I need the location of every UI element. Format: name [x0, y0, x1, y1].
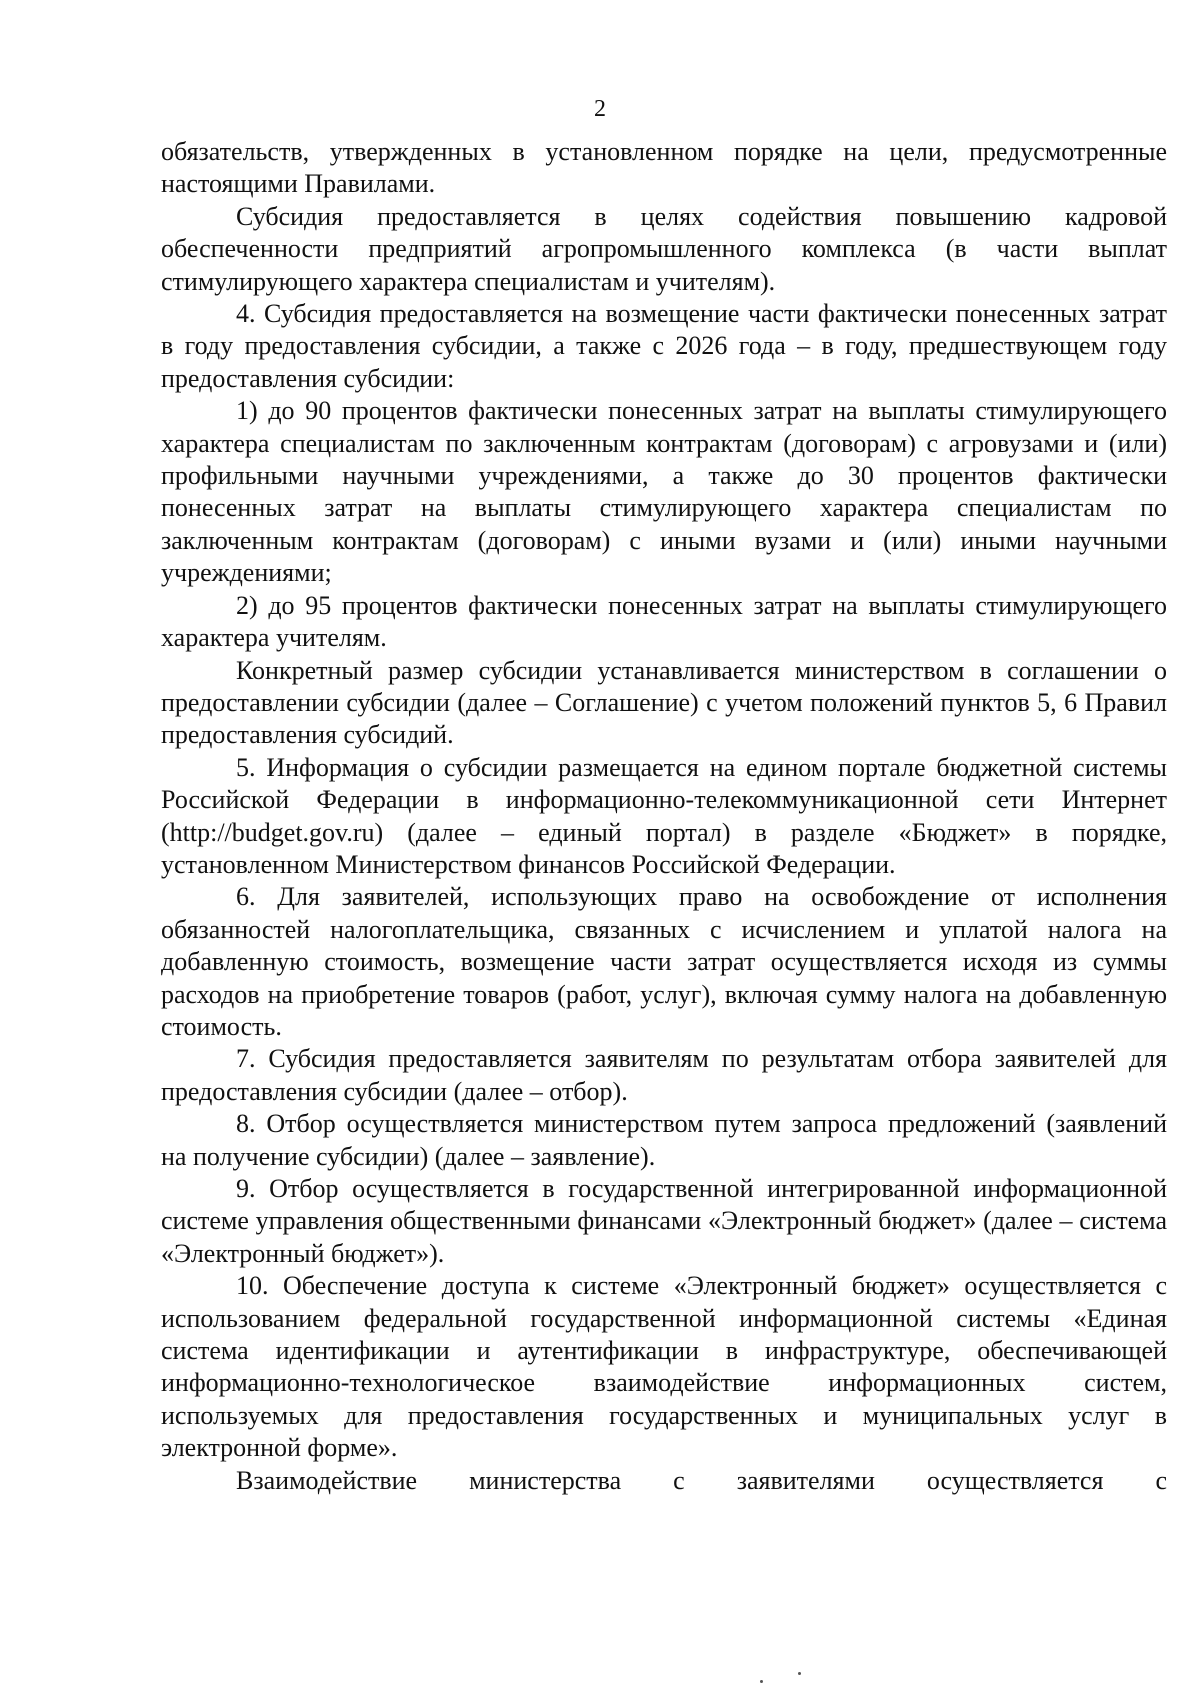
paragraph-interaction: Взаимодействие министерства с заявителями осуществляется с: [236, 1465, 1167, 1495]
scan-artifact-dots: [760, 1672, 820, 1684]
page-number: 2: [594, 96, 606, 122]
paragraph-item-6: 6. Для заявителей, использующих право на освобождение от исполнения обязанностей налогоплательщика, связанных с исчислением и уплатой налога на добавленную стоимость, возмещение части затрат осуществляется исходя из суммы расходов на приобретение товаров (работ, услуг), включая сумму налога на добавленную стоимость.: [161, 882, 1167, 1041]
paragraph-subitem-1: 1) до 90 процентов фактически понесенных затрат на выплаты стимулирующего характера специалистам по заключенным контрактам (договорам) с агровузами и (или) профильными научными учреждениями, а также до 30 процентов фактически понесенных затрат на выплаты стимулирующего характера специалистам по заключенным контрактам (договорам) с иными вузами и (или) иными научными учреждениями;: [161, 396, 1167, 588]
paragraph-item-5: 5. Информация о субсидии размещается на едином портале бюджетной системы Российской Федерации в информационно-телекоммуникационной сети Интернет (http://budget.gov.ru) (далее – единый портал) в разделе «Бюджет» в порядке, установленном Министерством финансов Российской Федерации.: [161, 752, 1167, 879]
document-body: [161, 136, 1167, 1497]
paragraph-item-10: 10. Обеспечение доступа к системе «Электронный бюджет» осуществляется с использованием федеральной государственной информационной системы «Единая система идентификации и аутентификации в инфраструктуре, обеспечивающей информационно-технологическое взаимодействие информационных систем, используемых для предоставления государственных и муниципальных услуг в электронной форме».: [161, 1271, 1167, 1463]
paragraph-subsidy-amount: Конкретный размер субсидии устанавливается министерством в соглашении о предоставлении субсидии (далее – Соглашение) с учетом положений пунктов 5, 6 Правил предоставления субсидий.: [161, 655, 1167, 750]
paragraph-item-7: 7. Субсидия предоставляется заявителям по результатам отбора заявителей для предоставления субсидии (далее – отбор).: [161, 1044, 1167, 1106]
paragraph-subsidy-purpose: Субсидия предоставляется в целях содействия повышению кадровой обеспеченности предприятий агропромышленного комплекса (в части выплат стимулирующего характера специалистам и учителям).: [161, 201, 1167, 296]
paragraph-item-4: 4. Субсидия предоставляется на возмещение части фактически понесенных затрат в году предоставления субсидии, а также с 2026 года – в году, предшествующем году предоставления субсидии:: [161, 299, 1167, 393]
paragraph-item-9: 9. Отбор осуществляется в государственной интегрированной информационной системе управления общественными финансами «Электронный бюджет» (далее – система «Электронный бюджет»).: [161, 1174, 1167, 1268]
paragraph-item-8: 8. Отбор осуществляется министерством путем запроса предложений (заявлений на получение субсидии) (далее – заявление).: [161, 1109, 1167, 1171]
paragraph-continuation: обязательств, утвержденных в установленном порядке на цели, предусмотренные настоящими Правилами.: [161, 137, 1167, 199]
paragraph-subitem-2: 2) до 95 процентов фактически понесенных затрат на выплаты стимулирующего характера учителям.: [161, 590, 1167, 653]
